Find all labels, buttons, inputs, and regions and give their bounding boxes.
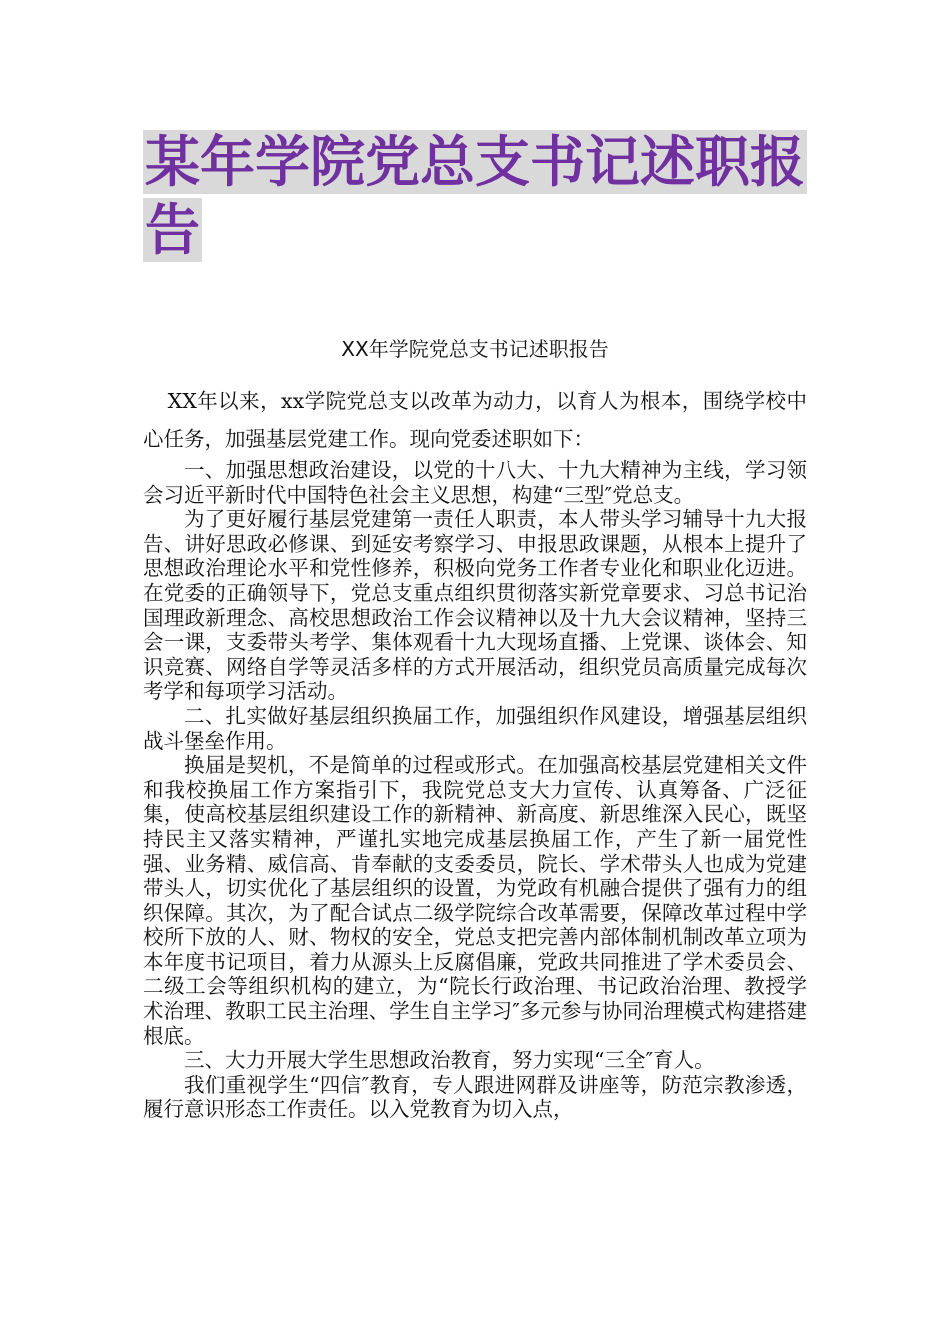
document-subtitle: XX年学院党总支书记述职报告 [341,337,609,361]
document-main-title [143,128,823,264]
paragraph-heading-1: 一、加强思想政治建设，以党的十八大、十九大精神为主线，学习领会习近平新时代中国特色社会主义思想，构建“三型″党总支。 [143,458,807,507]
paragraph-body-2: 换届是契机，不是简单的过程或形式。在加强高校基层党建相关文件和我校换届工作方案指引下，我院党总支大力宣传、认真筹备、广泛征集，使高校基层组织建设工作的新精神、新高度、新思维深入民心，既坚持民主又落实精神，严谨扎实地完成基层换届工作，产生了新一届党性强、业务精、威信高、肯奉献的支委委员，院长、学术带头人也成为党建带头人，切实优化了基层组织的设置，为党政有机融合提供了强有力的组织保障。其次，为了配合试点二级学院综合改革需要，保障改革过程中学校所下放的人、财、物权的安全，党总支把完善内部体制机制改革立项为本年度书记项目，着力从源头上反腐倡廉，党政共同推进了学术委员会、二级工会等组织机构的建立，为“院长行政治理、书记政治治理、教授学术治理、教职工民主治理、学生自主学习″多元参与协同治理模式构建搭建根底。 [143,753,807,1048]
document-body [143,382,807,1122]
paragraph-body-3: 我们重视学生“四信″教育，专人跟进网群及讲座等，防范宗教渗透，履行意识形态工作责任。以入党教育为切入点， [143,1072,807,1122]
paragraph-heading-3: 三、大力开展大学生思想政治教育，努力实现“三全″育人。 [184,1048,715,1073]
main-title-text: 某年学院党总支书记述职报告 [145,130,806,262]
paragraph-body-1: 为了更好履行基层党建第一责任人职责，本人带头学习辅导十九大报告、讲好思政必修课、到延安考察学习、申报思政课题，从根本上提升了思想政治理论水平和党性修养，积极向党务工作者专业化和职业化迈进。在党委的正确领导下，党总支重点组织贯彻落实新党章要求、习总书记治国理政新理念、高校思想政治工作会议精神以及十九大会议精神，坚持三会一课，支委带头考学、集体观看十九大现场直播、上党课、谈体会、知识竞赛、网络自学等灵活多样的方式开展活动，组织党员高质量完成每次考学和每项学习活动。 [143,507,807,704]
paragraph-intro: XX年以来，xx学院党总支以改革为动力，以育人为根本，围绕学校中心任务，加强基层党建工作。现向党委述职如下： [143,389,807,451]
paragraph-heading-2: 二、扎实做好基层组织换届工作，加强组织作风建设，增强基层组织战斗堡垒作用。 [143,703,807,753]
